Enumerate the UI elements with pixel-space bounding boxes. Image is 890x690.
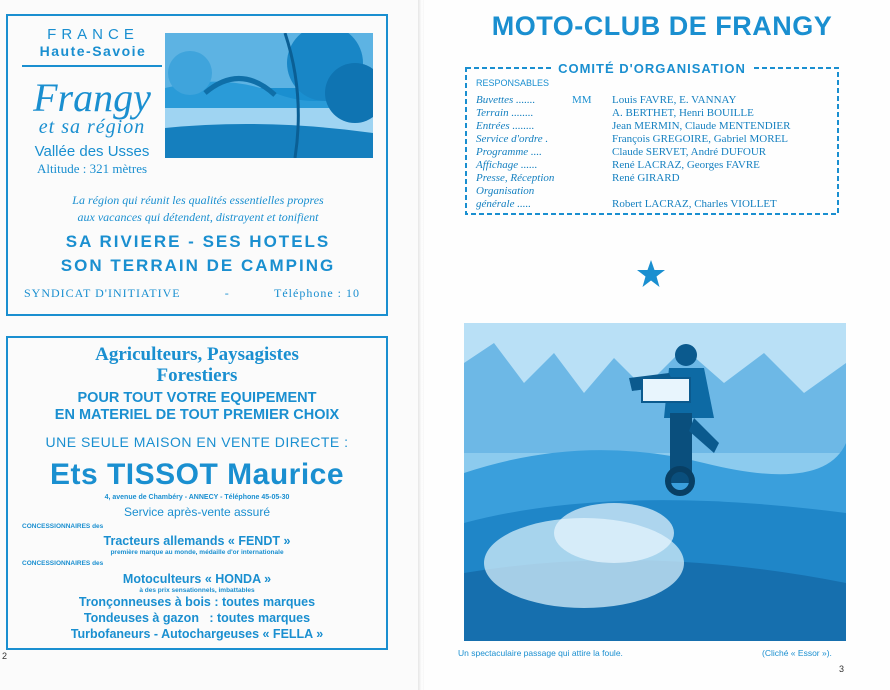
committee-names: François GREGOIRE, Gabriel MOREL (612, 133, 788, 145)
committee-names: Claude SERVET, André DUFOUR (612, 146, 767, 158)
committee-role: Service d'ordre . (476, 133, 549, 145)
ad1-headline-1: SA RIVIERE - SES HOTELS (65, 232, 331, 251)
committee-role: Organisation (476, 185, 535, 197)
ad2-line4: EN MATERIEL DE TOUT PREMIER CHOIX (54, 407, 340, 423)
ad2-company-name: Ets TISSOT Maurice (49, 458, 345, 491)
ad1-vallee: Vallée des Usses (34, 143, 150, 160)
committee-role: Presse, Réception (476, 172, 555, 184)
ad2-concessionnaires-1: CONCESSIONNAIRES des (22, 523, 104, 530)
committee-row (476, 133, 838, 146)
committee-names: Jean MERMIN, Claude MENTENDIER (612, 120, 791, 132)
ad1-telephone: Téléphone : 10 (274, 286, 360, 300)
ad2-tondeuses: Tondeuses à gazon : toutes marques (83, 611, 311, 625)
ad1-contact-line (24, 286, 384, 301)
star-icon (636, 259, 666, 289)
river-landscape-photo (165, 33, 373, 158)
ad2-tracteurs-sub: première marque au monde, médaille d'or internationale (110, 549, 284, 556)
committee-role: Buvettes ....... (476, 94, 536, 106)
ad1-headline-2: SON TERRAIN DE CAMPING (60, 256, 336, 275)
committee-row (476, 94, 838, 107)
page-number-right: 3 (839, 664, 845, 674)
responsables-label: RESPONSABLES (476, 78, 550, 88)
photo-credit: (Cliché « Essor »). (762, 648, 832, 658)
ad1-frangy-title: Frangy (33, 75, 151, 120)
committee-title-wrap (464, 60, 840, 78)
ad1-intro-line1: La région qui réunit les qualités essentielles propres (72, 193, 324, 207)
ad2-line3: POUR TOUT VOTRE EQUIPEMENT (77, 390, 317, 406)
committee-row (476, 172, 838, 185)
ad1-haute-savoie: Haute-Savoie (39, 43, 147, 59)
ad1-dash: - (224, 286, 230, 300)
committee-row (476, 159, 838, 172)
committee-box (464, 62, 840, 216)
committee-role: Programme .... (476, 146, 542, 158)
committee-title: COMITÉ D'ORGANISATION (552, 61, 752, 76)
committee-role: Entrées ........ (476, 120, 535, 132)
ad2-turbofaneurs: Turbofaneurs - Autochargeuses « FELLA » (70, 627, 324, 641)
committee-names: René LACRAZ, Georges FAVRE (612, 159, 760, 171)
ad1-intro-line2: aux vacances qui détendent, distrayent et tonifient (77, 210, 319, 224)
committee-names: A. BERTHET, Henri BOUILLE (612, 107, 754, 119)
committee-row (476, 198, 838, 211)
committee-rows (476, 94, 838, 211)
committee-role: générale ..... (476, 198, 531, 210)
ad2-tracteurs: Tracteurs allemands « FENDT » (103, 534, 291, 548)
committee-names: Louis FAVRE, E. VANNAY (612, 94, 737, 106)
page-number-left: 2 (2, 651, 8, 661)
ad2-address: 4, avenue de Chambéry - ANNECY - Téléphone 45-05-30 (104, 494, 290, 501)
tissot-equipment-ad (6, 336, 388, 650)
ad2-tronconneuses: Tronçonneuses à bois : toutes marques (78, 595, 316, 609)
left-page (0, 0, 420, 690)
committee-row (476, 146, 838, 159)
motocross-jump-photo (464, 323, 846, 641)
ad2-service: Service après-vente assuré (123, 505, 271, 519)
ad2-motoculteurs: Motoculteurs « HONDA » (122, 572, 272, 586)
committee-role: Terrain ........ (476, 107, 534, 119)
committee-row (476, 107, 838, 120)
ad2-moto-sub: à des prix sensationnels, imbattables (139, 587, 255, 594)
ad1-divider (22, 65, 162, 67)
ad2-line2: Forestiers (156, 365, 238, 386)
committee-role: Affichage ...... (476, 159, 538, 171)
right-page (424, 0, 890, 690)
ad2-line5: UNE SEULE MAISON EN VENTE DIRECTE : (45, 434, 349, 450)
mm-label: MM (572, 94, 592, 106)
moto-club-title: MOTO-CLUB DE FRANGY (491, 11, 833, 41)
ad1-intro-text (28, 192, 368, 226)
committee-names: René GIRARD (612, 172, 680, 184)
ad1-altitude: Altitude : 321 mètres (36, 161, 148, 176)
committee-row (476, 185, 838, 198)
photo-caption: Un spectaculaire passage qui attire la foule. (458, 648, 623, 658)
committee-row (476, 120, 838, 133)
frangy-tourism-ad (6, 14, 388, 316)
ad2-line1: Agriculteurs, Paysagistes (95, 344, 299, 365)
ad2-concessionnaires-2: CONCESSIONNAIRES des (22, 560, 104, 567)
ad1-france: FRANCE (47, 26, 139, 43)
ad1-region: et sa région (38, 116, 146, 138)
committee-names: Robert LACRAZ, Charles VIOLLET (612, 198, 777, 210)
ad1-syndicat: SYNDICAT D'INITIATIVE (24, 286, 181, 300)
